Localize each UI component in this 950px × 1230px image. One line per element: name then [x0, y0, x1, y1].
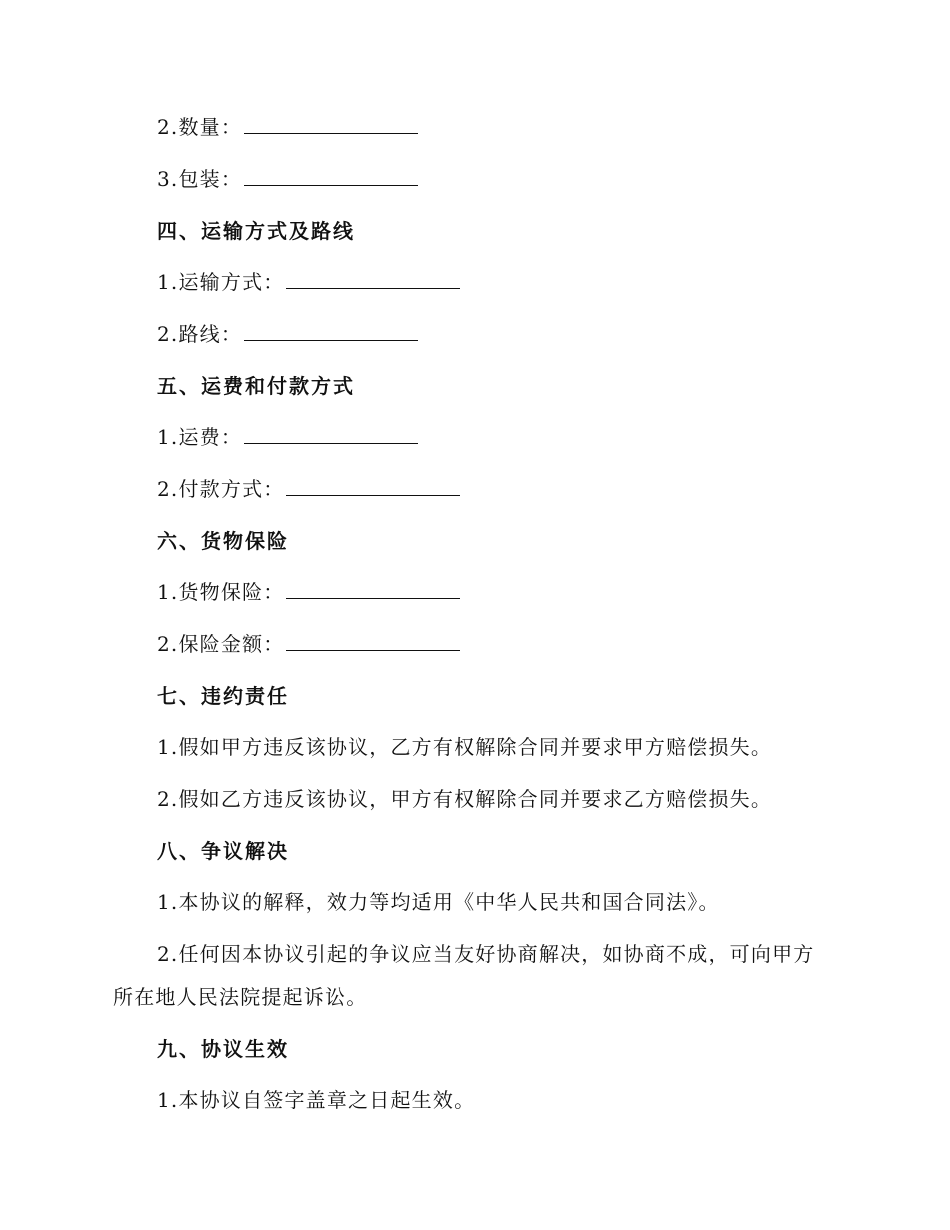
route-label: 2.路线：	[157, 322, 243, 346]
freight-line	[157, 420, 418, 454]
payment-method-line	[157, 472, 460, 506]
payment-method-label: 2.付款方式：	[157, 477, 285, 501]
transport-mode-line	[157, 265, 460, 299]
transport-mode-blank	[286, 287, 460, 289]
quantity-label: 2.数量：	[157, 115, 243, 139]
payment-method-blank	[286, 494, 460, 496]
dispute-clause-1: 1.本协议的解释，效力等均适用《中华人民共和国合同法》。	[157, 890, 720, 914]
packaging-blank	[244, 184, 418, 186]
packaging-line	[157, 162, 418, 196]
breach-clause-a: 1.假如甲方违反该协议，乙方有权解除合同并要求甲方赔偿损失。	[157, 735, 773, 759]
insurance-amount-blank	[286, 649, 460, 651]
cargo-insurance-blank	[286, 597, 460, 599]
section-heading-7: 七、违约责任	[157, 684, 289, 708]
section-heading-5: 五、运费和付款方式	[157, 374, 355, 398]
section-heading-6: 六、货物保险	[157, 529, 289, 553]
cargo-insurance-label: 1.货物保险：	[157, 580, 285, 604]
freight-blank	[244, 442, 418, 444]
route-line	[157, 317, 418, 351]
insurance-amount-label: 2.保险金额：	[157, 632, 285, 656]
dispute-clause-2-continued: 所在地人民法院提起诉讼。	[113, 985, 368, 1009]
breach-clause-b: 2.假如乙方违反该协议，甲方有权解除合同并要求乙方赔偿损失。	[157, 787, 773, 811]
insurance-amount-line	[157, 627, 460, 661]
quantity-line	[157, 110, 418, 144]
route-blank	[244, 339, 418, 341]
section-heading-9: 九、协议生效	[157, 1037, 289, 1061]
freight-label: 1.运费：	[157, 425, 243, 449]
packaging-label: 3.包装：	[157, 167, 243, 191]
transport-mode-label: 1.运输方式：	[157, 270, 285, 294]
effect-clause-1: 1.本协议自签字盖章之日起生效。	[157, 1088, 476, 1112]
section-heading-4: 四、运输方式及路线	[157, 219, 355, 243]
dispute-clause-2: 2.任何因本协议引起的争议应当友好协商解决，如协商不成，可向甲方	[157, 942, 815, 966]
quantity-blank	[244, 132, 418, 134]
cargo-insurance-line	[157, 575, 460, 609]
section-heading-8: 八、争议解决	[157, 839, 289, 863]
